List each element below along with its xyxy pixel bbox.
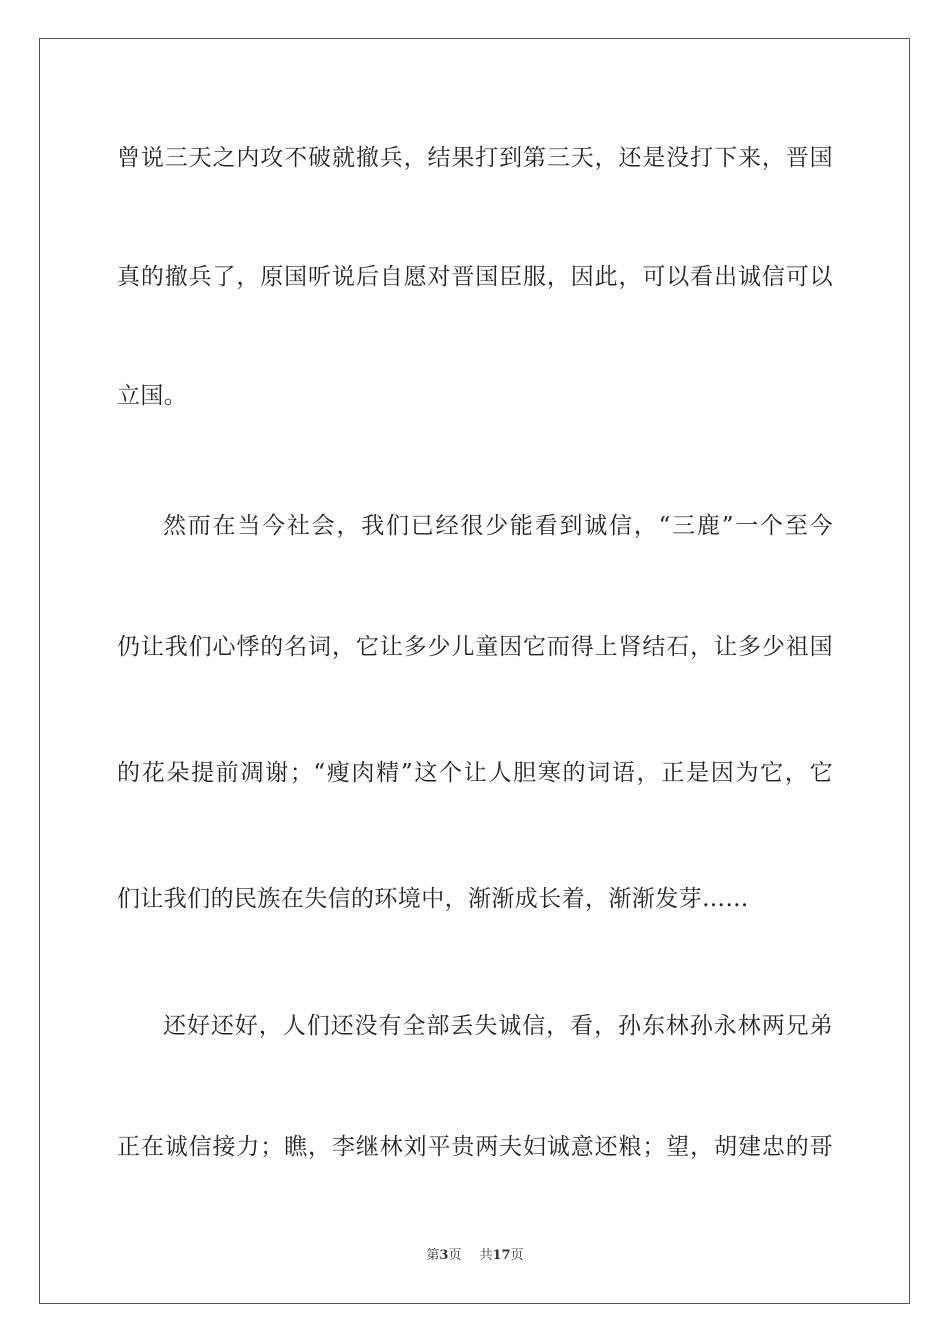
footer-page-suffix: 页	[448, 1248, 462, 1263]
page-border	[39, 38, 910, 1304]
body-text-line: 们让我们的民族在失信的环境中，渐渐成长着，渐渐发芽……	[117, 886, 749, 912]
body-text-line: 立国。	[117, 383, 188, 409]
body-text-line: 正在诚信接力；瞧，李继林刘平贵两夫妇诚意还粮；望，胡建忠的哥	[117, 1134, 833, 1160]
page-footer	[0, 1247, 950, 1265]
footer-total-prefix: 共	[479, 1248, 493, 1263]
footer-total-suffix: 页	[510, 1248, 524, 1263]
body-text-line: 的花朵提前凋谢；“瘦肉精”这个让人胆寒的词语，正是因为它，它	[117, 760, 833, 786]
body-text-line: 还好还好，人们还没有全部丢失诚信，看，孙东林孙永林两兄弟	[163, 1013, 833, 1039]
body-text-line: 然而在当今社会，我们已经很少能看到诚信，“三鹿”一个至今	[163, 513, 833, 539]
footer-page-prefix: 第	[426, 1248, 440, 1263]
footer-total-pages: 17	[492, 1248, 511, 1263]
body-text-line: 曾说三天之内攻不破就撤兵，结果打到第三天，还是没打下来，晋国	[117, 145, 833, 171]
footer-page-number: 3	[439, 1248, 449, 1263]
body-text-line: 仍让我们心悸的名词，它让多少儿童因它而得上肾结石，让多少祖国	[117, 634, 833, 660]
body-text-line: 真的撤兵了，原国听说后自愿对晋国臣服，因此，可以看出诚信可以	[117, 264, 833, 290]
